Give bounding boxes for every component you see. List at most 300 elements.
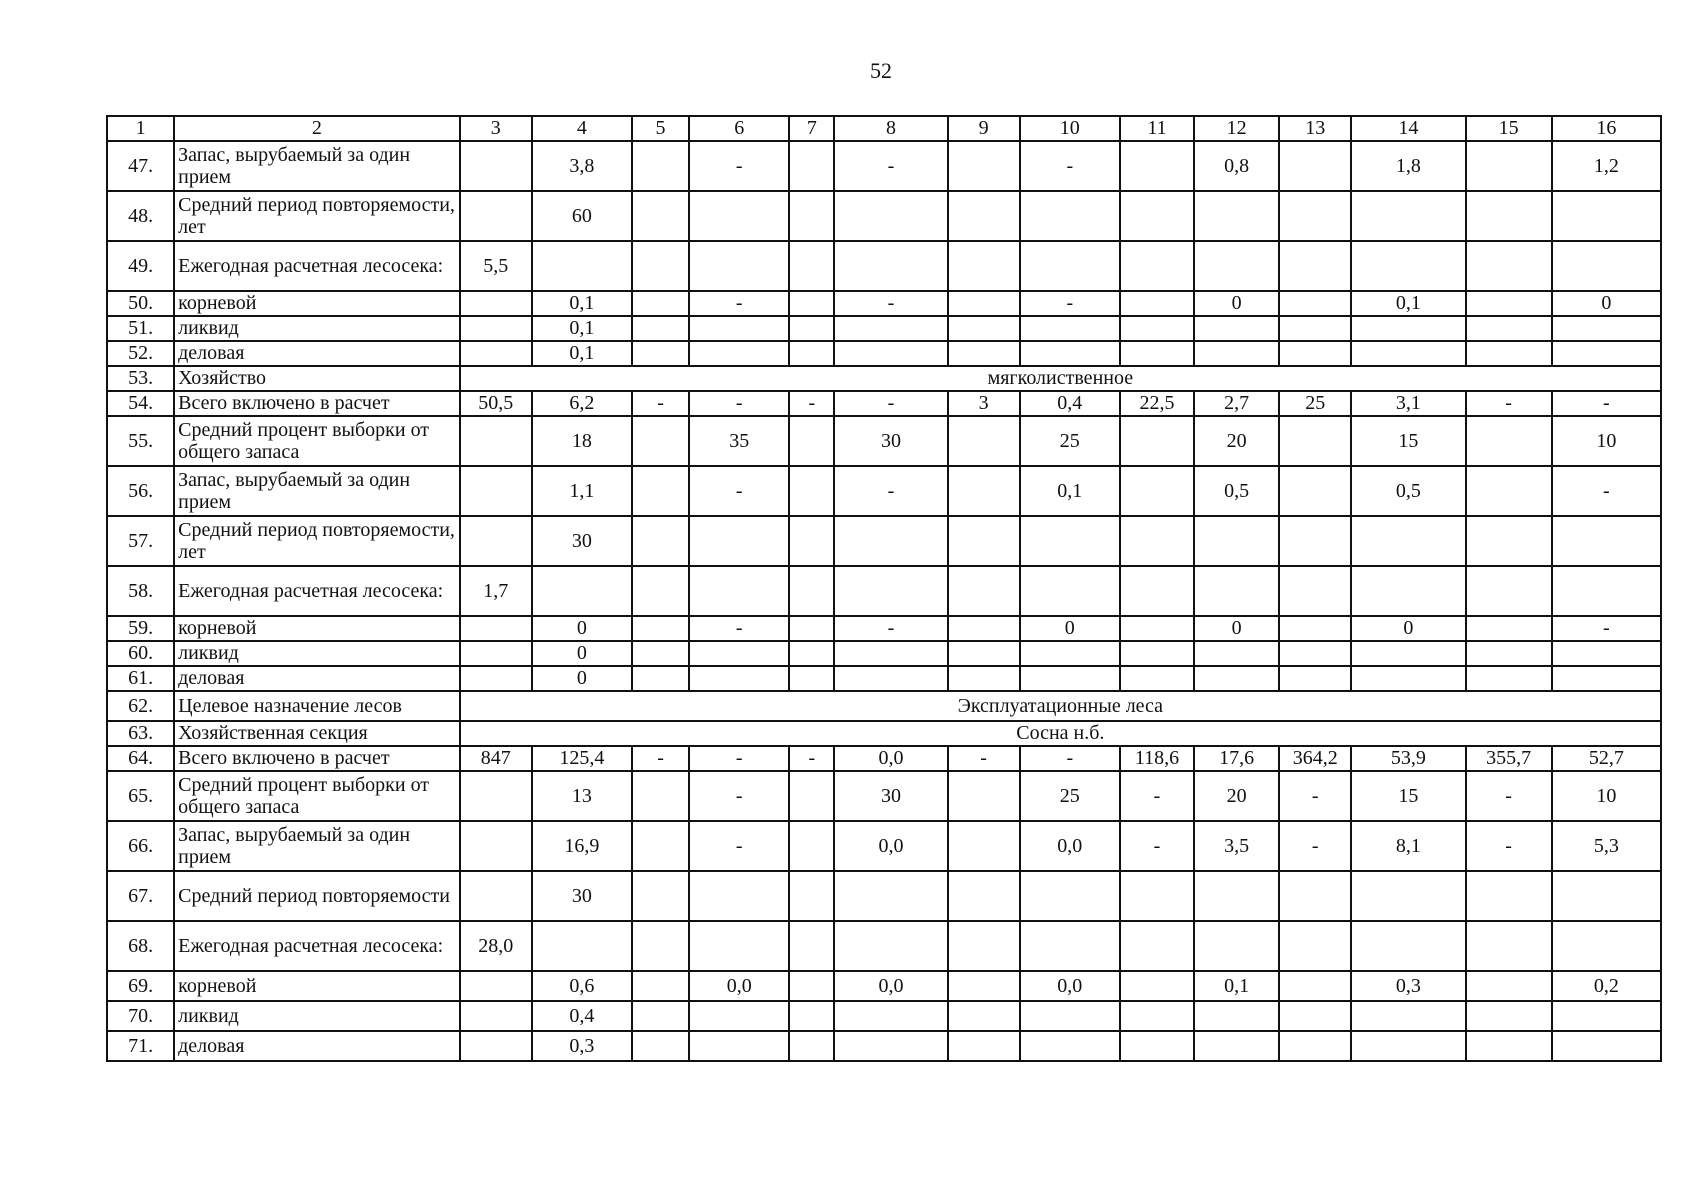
row-number-cell: 52.: [107, 341, 174, 366]
value-cell: [1194, 921, 1279, 971]
value-cell: 8,1: [1351, 821, 1465, 871]
value-cell: -: [689, 466, 789, 516]
value-cell: [1279, 466, 1351, 516]
value-cell: [789, 341, 834, 366]
column-number-header: 12: [1194, 116, 1279, 141]
value-cell: [948, 666, 1020, 691]
row-label-cell: Ежегодная расчетная лесосека:: [174, 566, 460, 616]
value-cell: [834, 566, 947, 616]
value-cell: [632, 821, 689, 871]
value-cell: [789, 416, 834, 466]
value-cell: [1351, 871, 1465, 921]
value-cell: 0,0: [1020, 971, 1120, 1001]
value-cell: 18: [532, 416, 632, 466]
row-number-cell: 47.: [107, 141, 174, 191]
value-cell: [1120, 141, 1194, 191]
table-row: [107, 466, 1661, 516]
value-cell: [1120, 566, 1194, 616]
column-number-header: 16: [1552, 116, 1661, 141]
table-row: [107, 691, 1661, 721]
value-cell: [1279, 416, 1351, 466]
value-cell: [789, 316, 834, 341]
value-cell: [1020, 1031, 1120, 1061]
value-cell: [632, 921, 689, 971]
table-row: [107, 616, 1661, 641]
value-cell: 0,1: [532, 341, 632, 366]
value-cell: 0: [1552, 291, 1661, 316]
value-cell: [1466, 616, 1552, 641]
value-cell: [1020, 516, 1120, 566]
value-cell: -: [948, 746, 1020, 771]
row-number-cell: 65.: [107, 771, 174, 821]
value-cell: 0,1: [532, 291, 632, 316]
value-cell: -: [1120, 821, 1194, 871]
column-number-header: 9: [948, 116, 1020, 141]
value-cell: [1194, 641, 1279, 666]
row-label-cell: Всего включено в расчет: [174, 391, 460, 416]
row-label-cell: ликвид: [174, 641, 460, 666]
value-cell: [632, 1031, 689, 1061]
value-cell: [789, 641, 834, 666]
row-label-cell: Средний процент выборки от общего запаса: [174, 416, 460, 466]
value-cell: [1466, 1031, 1552, 1061]
row-label-cell: Ежегодная расчетная лесосека:: [174, 921, 460, 971]
value-cell: [1020, 191, 1120, 241]
value-cell: [1351, 921, 1465, 971]
value-cell: [789, 191, 834, 241]
table-row: [107, 316, 1661, 341]
value-cell: [460, 1001, 532, 1031]
value-cell: [1279, 241, 1351, 291]
value-cell: [632, 341, 689, 366]
value-cell: [948, 971, 1020, 1001]
value-cell: -: [689, 771, 789, 821]
value-cell: [632, 666, 689, 691]
value-cell: 0,0: [834, 746, 947, 771]
table-row: [107, 666, 1661, 691]
value-cell: [789, 821, 834, 871]
value-cell: 118,6: [1120, 746, 1194, 771]
value-cell: [789, 516, 834, 566]
value-cell: 60: [532, 191, 632, 241]
value-cell: [689, 191, 789, 241]
value-cell: -: [689, 291, 789, 316]
value-cell: 1,1: [532, 466, 632, 516]
value-cell: [1120, 316, 1194, 341]
value-cell: [1120, 1031, 1194, 1061]
column-number-header: 11: [1120, 116, 1194, 141]
value-cell: [1279, 516, 1351, 566]
value-cell: [460, 416, 532, 466]
row-number-cell: 62.: [107, 691, 174, 721]
value-cell: 3,5: [1194, 821, 1279, 871]
value-cell: [1194, 566, 1279, 616]
value-cell: [1279, 921, 1351, 971]
value-cell: -: [689, 616, 789, 641]
value-cell: 30: [834, 771, 947, 821]
value-cell: -: [689, 821, 789, 871]
value-cell: [834, 341, 947, 366]
column-number-header: 4: [532, 116, 632, 141]
value-cell: [632, 241, 689, 291]
value-cell: 17,6: [1194, 746, 1279, 771]
row-label-cell: Средний период повторяемости, лет: [174, 516, 460, 566]
value-cell: [834, 191, 947, 241]
value-cell: 0: [1194, 616, 1279, 641]
value-cell: [948, 416, 1020, 466]
value-cell: [632, 466, 689, 516]
value-cell: [1466, 666, 1552, 691]
value-cell: [632, 771, 689, 821]
table-row: [107, 391, 1661, 416]
value-cell: 30: [532, 871, 632, 921]
value-cell: [632, 1001, 689, 1031]
row-label-cell: деловая: [174, 666, 460, 691]
value-cell: [632, 616, 689, 641]
table-row: [107, 721, 1661, 746]
value-cell: -: [1552, 391, 1661, 416]
value-cell: [1120, 416, 1194, 466]
value-cell: -: [689, 141, 789, 191]
value-cell: [1194, 871, 1279, 921]
table-row: [107, 416, 1661, 466]
value-cell: [689, 516, 789, 566]
table-row: [107, 746, 1661, 771]
value-cell: [460, 516, 532, 566]
value-cell: [1279, 191, 1351, 241]
value-cell: [834, 241, 947, 291]
table-row: [107, 341, 1661, 366]
value-cell: [834, 921, 947, 971]
value-cell: [1351, 1031, 1465, 1061]
value-cell: [1120, 641, 1194, 666]
value-cell: [948, 341, 1020, 366]
value-cell: 30: [834, 416, 947, 466]
value-cell: 1,7: [460, 566, 532, 616]
value-cell: 15: [1351, 771, 1465, 821]
value-cell: [460, 971, 532, 1001]
value-cell: [1279, 291, 1351, 316]
table-row: [107, 291, 1661, 316]
value-cell: [460, 821, 532, 871]
value-cell: [1120, 871, 1194, 921]
row-label-cell: Запас, вырубаемый за один прием: [174, 141, 460, 191]
value-cell: [1120, 466, 1194, 516]
value-cell: 0,1: [1194, 971, 1279, 1001]
value-cell: 0,0: [1020, 821, 1120, 871]
row-number-cell: 67.: [107, 871, 174, 921]
value-cell: [789, 466, 834, 516]
value-cell: [1279, 566, 1351, 616]
value-cell: [1351, 191, 1465, 241]
value-cell: [1194, 1001, 1279, 1031]
value-cell: [632, 316, 689, 341]
value-cell: [1351, 666, 1465, 691]
value-cell: [460, 191, 532, 241]
value-cell: [789, 141, 834, 191]
table-row: [107, 191, 1661, 241]
value-cell: -: [1466, 821, 1552, 871]
value-cell: -: [834, 466, 947, 516]
value-cell: [1020, 341, 1120, 366]
column-number-header: 10: [1020, 116, 1120, 141]
value-cell: [789, 971, 834, 1001]
value-cell: [789, 291, 834, 316]
value-cell: [948, 771, 1020, 821]
value-cell: [1020, 641, 1120, 666]
table-row: [107, 1001, 1661, 1031]
value-cell: [1279, 666, 1351, 691]
value-cell: [1351, 1001, 1465, 1031]
value-cell: [1552, 241, 1661, 291]
value-cell: -: [632, 391, 689, 416]
value-cell: [789, 871, 834, 921]
value-cell: [632, 566, 689, 616]
column-number-header: 3: [460, 116, 532, 141]
value-cell: 20: [1194, 416, 1279, 466]
column-number-header: 15: [1466, 116, 1552, 141]
value-cell: 15: [1351, 416, 1465, 466]
value-cell: -: [789, 746, 834, 771]
value-cell: 1,2: [1552, 141, 1661, 191]
merged-section-value-cell: Эксплуатационные леса: [460, 691, 1661, 721]
value-cell: [532, 566, 632, 616]
value-cell: [1466, 241, 1552, 291]
row-label-cell: Запас, вырубаемый за один прием: [174, 821, 460, 871]
value-cell: 0,5: [1194, 466, 1279, 516]
value-cell: [948, 641, 1020, 666]
value-cell: 0,6: [532, 971, 632, 1001]
row-label-cell: Средний период повторяемости: [174, 871, 460, 921]
value-cell: [460, 871, 532, 921]
value-cell: [789, 566, 834, 616]
value-cell: [1020, 921, 1120, 971]
value-cell: [1466, 341, 1552, 366]
value-cell: [948, 516, 1020, 566]
row-label-cell: Средний период повторяемости, лет: [174, 191, 460, 241]
value-cell: [834, 871, 947, 921]
value-cell: -: [1020, 746, 1120, 771]
value-cell: [789, 1001, 834, 1031]
column-number-header-row: [107, 116, 1661, 141]
value-cell: 0,4: [532, 1001, 632, 1031]
value-cell: [1351, 516, 1465, 566]
value-cell: [460, 291, 532, 316]
value-cell: 6,2: [532, 391, 632, 416]
value-cell: 25: [1020, 771, 1120, 821]
value-cell: 355,7: [1466, 746, 1552, 771]
value-cell: [1194, 516, 1279, 566]
value-cell: -: [1552, 616, 1661, 641]
row-label-cell: корневой: [174, 971, 460, 1001]
value-cell: [689, 341, 789, 366]
value-cell: [460, 316, 532, 341]
value-cell: [834, 516, 947, 566]
value-cell: 0,1: [1020, 466, 1120, 516]
value-cell: [1466, 416, 1552, 466]
value-cell: [460, 466, 532, 516]
value-cell: -: [1120, 771, 1194, 821]
value-cell: 16,9: [532, 821, 632, 871]
value-cell: -: [1466, 771, 1552, 821]
value-cell: -: [689, 746, 789, 771]
value-cell: [689, 1031, 789, 1061]
value-cell: [1194, 666, 1279, 691]
value-cell: [834, 666, 947, 691]
value-cell: [632, 416, 689, 466]
value-cell: [532, 921, 632, 971]
value-cell: [689, 316, 789, 341]
row-label-cell: ликвид: [174, 1001, 460, 1031]
value-cell: [1552, 1031, 1661, 1061]
row-number-cell: 51.: [107, 316, 174, 341]
value-cell: [1466, 291, 1552, 316]
value-cell: 0,8: [1194, 141, 1279, 191]
row-number-cell: 53.: [107, 366, 174, 391]
value-cell: [632, 141, 689, 191]
value-cell: 50,5: [460, 391, 532, 416]
value-cell: [1120, 291, 1194, 316]
row-number-cell: 55.: [107, 416, 174, 466]
value-cell: [1020, 1001, 1120, 1031]
value-cell: 0,2: [1552, 971, 1661, 1001]
value-cell: 30: [532, 516, 632, 566]
value-cell: -: [1279, 821, 1351, 871]
value-cell: [460, 641, 532, 666]
row-number-cell: 54.: [107, 391, 174, 416]
value-cell: 0,1: [1351, 291, 1465, 316]
page-number: 52: [870, 58, 892, 83]
row-number-cell: 71.: [107, 1031, 174, 1061]
value-cell: [789, 241, 834, 291]
value-cell: 52,7: [1552, 746, 1661, 771]
row-label-cell: Хозяйство: [174, 366, 460, 391]
value-cell: [1466, 516, 1552, 566]
value-cell: 3: [948, 391, 1020, 416]
value-cell: [1466, 191, 1552, 241]
row-number-cell: 58.: [107, 566, 174, 616]
value-cell: 20: [1194, 771, 1279, 821]
value-cell: [689, 1001, 789, 1031]
value-cell: [1552, 566, 1661, 616]
row-label-cell: Средний процент выборки от общего запаса: [174, 771, 460, 821]
value-cell: [1020, 241, 1120, 291]
allowable-cut-table: [106, 115, 1662, 1062]
row-label-cell: корневой: [174, 616, 460, 641]
value-cell: [689, 921, 789, 971]
row-number-cell: 48.: [107, 191, 174, 241]
value-cell: -: [632, 746, 689, 771]
value-cell: [834, 1031, 947, 1061]
column-number-header: 14: [1351, 116, 1465, 141]
value-cell: [1279, 316, 1351, 341]
column-number-header: 6: [689, 116, 789, 141]
value-cell: -: [834, 391, 947, 416]
column-number-header: 8: [834, 116, 947, 141]
value-cell: [1279, 1001, 1351, 1031]
value-cell: 22,5: [1120, 391, 1194, 416]
value-cell: -: [834, 141, 947, 191]
value-cell: 0: [1194, 291, 1279, 316]
value-cell: [1466, 566, 1552, 616]
value-cell: [1279, 341, 1351, 366]
value-cell: [1552, 921, 1661, 971]
value-cell: [460, 666, 532, 691]
value-cell: 0: [532, 666, 632, 691]
table-row: [107, 971, 1661, 1001]
value-cell: 0: [1351, 616, 1465, 641]
value-cell: [834, 316, 947, 341]
value-cell: [1120, 1001, 1194, 1031]
value-cell: [948, 821, 1020, 871]
value-cell: 0,1: [532, 316, 632, 341]
value-cell: [1466, 641, 1552, 666]
row-number-cell: 66.: [107, 821, 174, 871]
value-cell: [1279, 616, 1351, 641]
value-cell: [632, 971, 689, 1001]
value-cell: [632, 516, 689, 566]
table-row: [107, 516, 1661, 566]
value-cell: [834, 1001, 947, 1031]
column-number-header: 5: [632, 116, 689, 141]
value-cell: [1194, 316, 1279, 341]
value-cell: -: [834, 291, 947, 316]
value-cell: 0,3: [532, 1031, 632, 1061]
value-cell: [948, 141, 1020, 191]
table-row: [107, 821, 1661, 871]
row-label-cell: деловая: [174, 1031, 460, 1061]
value-cell: 28,0: [460, 921, 532, 971]
value-cell: [1120, 921, 1194, 971]
value-cell: [632, 191, 689, 241]
value-cell: 5,3: [1552, 821, 1661, 871]
row-label-cell: Запас, вырубаемый за один прием: [174, 466, 460, 516]
value-cell: 0: [1020, 616, 1120, 641]
value-cell: [948, 191, 1020, 241]
table-row: [107, 566, 1661, 616]
value-cell: 0: [532, 641, 632, 666]
value-cell: -: [1466, 391, 1552, 416]
value-cell: [1279, 641, 1351, 666]
value-cell: 2,7: [1194, 391, 1279, 416]
value-cell: 0,3: [1351, 971, 1465, 1001]
value-cell: [1552, 516, 1661, 566]
value-cell: 13: [532, 771, 632, 821]
column-number-header: 2: [174, 116, 460, 141]
value-cell: [789, 771, 834, 821]
row-number-cell: 61.: [107, 666, 174, 691]
value-cell: [1351, 641, 1465, 666]
value-cell: [460, 141, 532, 191]
value-cell: [1279, 871, 1351, 921]
value-cell: [1466, 316, 1552, 341]
value-cell: [632, 871, 689, 921]
value-cell: [1552, 341, 1661, 366]
row-number-cell: 63.: [107, 721, 174, 746]
column-number-header: 13: [1279, 116, 1351, 141]
row-label-cell: корневой: [174, 291, 460, 316]
value-cell: [1120, 971, 1194, 1001]
value-cell: [1466, 871, 1552, 921]
value-cell: 10: [1552, 416, 1661, 466]
value-cell: 53,9: [1351, 746, 1465, 771]
value-cell: [1351, 241, 1465, 291]
value-cell: 125,4: [532, 746, 632, 771]
value-cell: [948, 921, 1020, 971]
value-cell: [1194, 1031, 1279, 1061]
value-cell: 25: [1279, 391, 1351, 416]
value-cell: 35: [689, 416, 789, 466]
